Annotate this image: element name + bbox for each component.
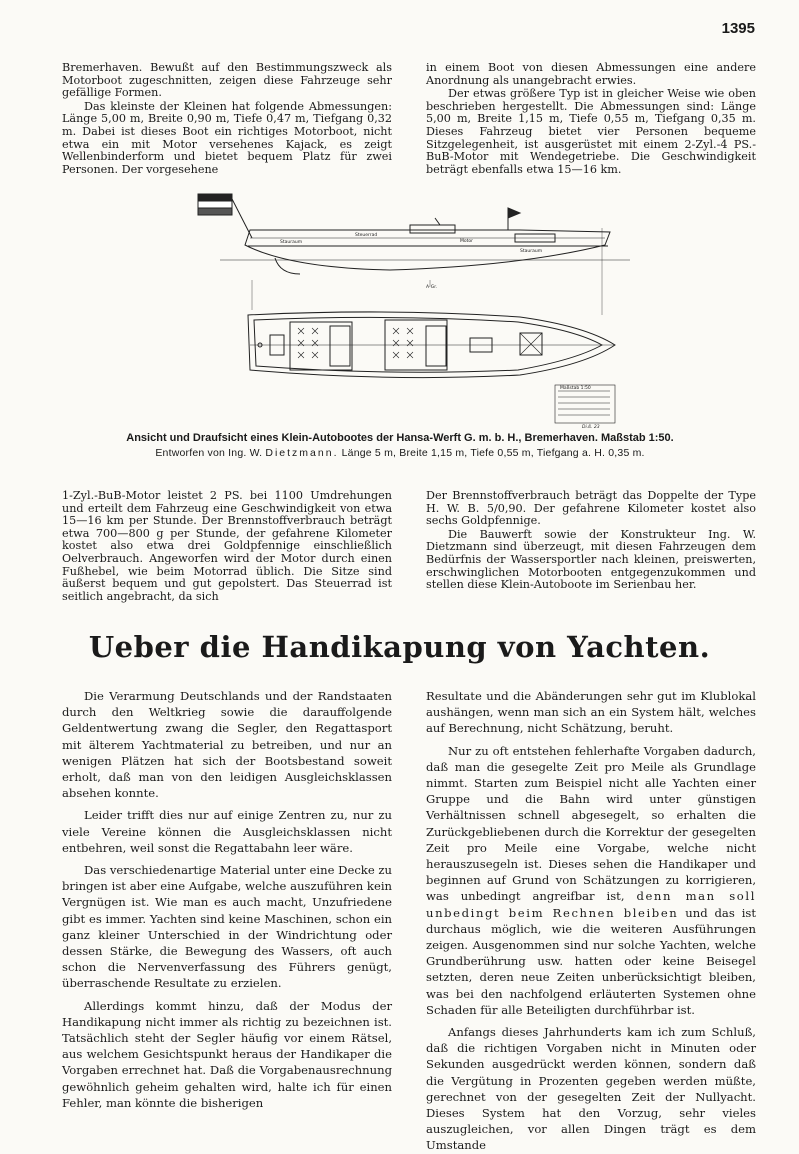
paragraph: Anfangs dieses Jahrhunderts kam ich zum Schluß, daß die richtigen Vorgaben nicht in Minuten oder Sekunden ausgedrückt werden können, sondern daß die Vergütung in Prozenten gegeben werden müßte, gerechnet von der gesegelten Zeit der Nullyacht. Dieses System hat den Vorzug, sehr vieles auszugleichen, vor allen Dingen trägt es dem Umstande (426, 1025, 756, 1153)
emphasized-text: denn man soll unbedingt beim Rechnen bleiben (426, 889, 757, 920)
seat-back (330, 326, 350, 366)
seat-back (426, 326, 446, 366)
paragraph: Das kleinste der Kleinen hat folgende Abmessungen: Länge 5,00 m, Breite 0,90 m, Tiefe 0,47 m, Tiefgang 0,32 m. Dabei ist dieses Boot ein richtiges Motorboot, nicht etwa ein mit Motor versehenes Kajack, es zeigt Wellenbinderform und bietet bequem Platz für zwei Personen. Der vorgesehene (62, 99, 392, 176)
text-run: und das ist durchaus möglich, wie die weiteren Ausführungen zeigen. Ausgenommen sind nur solche Yachten, welche Grundberührung usw. hatten oder keine Beisegel setzten, deren neue Zeiten unberücksichtigt bleiben, was bei den nachfolgend erläuterten Systemen ohne Schaden für alle Beteiligten durchführbar ist. (426, 905, 757, 1017)
text-run: Nur zu oft entstehen fehlerhafte Vorgaben dadurch, daß man die gesegelte Zeit pro Meile als Grundlage nimmt. Starten zum Beispiel nicht alle Yachten einer Gruppe und die Bahn wird unter günstigen Verhältnissen schnell abgesegelt, so erhalten die Zurückgebliebenen durch die Korrektur der gesegelten Zeit pro Meile eine Vorgabe, welche nicht herauszusegeln ist. Dieses sehen die Handikaper und beginnen auf Grund von Schätzungen zu korrigieren, was unbedingt angreifbar ist, (426, 743, 756, 904)
figure-caption: Ansicht und Draufsicht eines Klein-Autobootes der Hansa-Werft G. m. b. H., Bremerhaven. Maßstab 1:50. (126, 432, 674, 444)
top-right-column (426, 62, 756, 176)
rudder (275, 258, 300, 274)
boat-drawing-svg (190, 190, 630, 430)
paragraph: Leider trifft dies nur auf einige Zentren zu, nur zu viele Vereine können die Ausgleichsklassen nicht entbehren, weil sonst die Regattabahn leer wäre. (62, 808, 392, 855)
figure-label: Steuerrad (355, 233, 378, 238)
steering-wheel (435, 218, 440, 225)
paragraph: Der etwas größere Typ ist in gleicher Weise wie oben beschrieben hergestellt. Die Abmessungen sind: Länge 5,00 m, Breite 1,15 m, Tiefe 0,55 m, Tiefgang 0,35 m. Dieses Fahrzeug bietet vier Personen bequeme Sitzgelegenheit, ist ausgerüstet mit einem 2-Zyl.-4 PS.-BuB-Motor mit Wendegetriebe. Die Geschwindigkeit beträgt ebenfalls etwa 15—16 km. (426, 87, 756, 176)
paragraph: 1-Zyl.-BuB-Motor leistet 2 PS. bei 1100 Umdrehungen und erteilt dem Fahrzeug eine Geschwindigkeit von etwa 15—16 km per Stunde. Der Brennstoffverbrauch beträgt etwa 700—800 g per Stunde, der gefahrene Kilometer kostet also etwa drei Goldpfennige einschließlich Oelverbrauch. Angeworfen wird der Motor durch einen Fußhebel, wie beim Motorrad üblich. Die Sitze sind äußerst bequem und gut gepolstert. Das Steuerrad ist seitlich angebracht, da sich (62, 489, 392, 603)
scale-table-lines (558, 391, 610, 415)
mid-left-column (62, 490, 392, 603)
seat-cushions (298, 328, 413, 358)
figure-subcaption (60, 447, 740, 459)
drawing-signature: Di.ß. 23 (582, 425, 600, 430)
scale-table-title: Maßstab 1:50 (560, 386, 591, 391)
page-number: 1395 (721, 20, 755, 37)
paragraph: Der Brennstoffverbrauch beträgt das Doppelte der Type H. W. B. 5/0,90. Der gefahrene Kilometer kostet also sechs Goldpfennige. (426, 489, 756, 528)
paragraph: Resultate und die Abänderungen sehr gut im Klublokal aushängen, wenn man sich an ein System hält, welches auf Berechnung, nicht Schätzung, beruht. (426, 689, 756, 736)
flag-stripe-white (198, 201, 232, 208)
caption-designer-name: Dietzmann. (265, 447, 339, 459)
flag-stripe-dark (198, 208, 232, 215)
fuel-tank-cross (520, 333, 542, 355)
paragraph: Allerdings kommt hinzu, daß der Modus der Handikapung nicht immer als richtig zu bezeichnen ist. Tatsächlich steht der Segler häufig vor einem Rätsel, aus welchem Gesichtspunkt heraus der Handikaper die Vorgaben errechnet hat. Daß die Vorgabenausrechnung gewöhnlich geheim gehalten wird, halte ich für einen Fehler, man könnte die bisherigen (62, 998, 392, 1110)
article-right-column (426, 688, 756, 1154)
paragraph (426, 743, 756, 1018)
boat-drawing (190, 190, 630, 430)
article-headline: Ueber die Handikapung von Yachten. (88, 630, 711, 664)
top-left-column (62, 62, 392, 176)
paragraph: Das verschiedenartige Material unter eine Decke zu bringen ist aber eine Aufgabe, welche auszuführen kein Vergnügen ist. Wie man es auch macht, Unzufriedene gibt es immer. Yachten sind keine Maschinen, schon ein ganz kleiner Unterschied in der Windrichtung oder dessen Stärke, die Bewegung des Wassers, oft auch schon die Nervenverfassung des Führers genügt, überraschende Resultate zu erzielen. (62, 863, 392, 991)
flagstaff (230, 195, 252, 238)
bow-pennant (508, 208, 520, 218)
paragraph: Die Bauwerft sowie der Konstrukteur Ing. W. Dietzmann sind überzeugt, mit diesen Fahrzeugen dem Bedürfnis der Wassersportler nach kleinen, preiswerten, erschwinglichen Motorbooten entgegenzukommen und stellen diese Klein-Autoboote im Serienbau her. (426, 527, 756, 592)
paragraph: Die Verarmung Deutschlands und der Randstaaten durch den Weltkrieg sowie die darauffolgende Geldentwertung zwang die Segler, den Regattasport mit älterem Yachtmaterial zu betreiben, und nur an wenigen Plätzen hat sich der Bootsbestand soweit erholt, daß man von den leidigen Ausgleichsklassen absehen konnte. (62, 689, 392, 801)
article-left-column (62, 688, 392, 1111)
caption-dimensions: Länge 5 m, Breite 1,15 m, Tiefe 0,55 m, Tiefgang a. H. 0,35 m. (341, 447, 645, 459)
windshield (410, 225, 455, 233)
paragraph: Bremerhaven. Bewußt auf den Bestimmungszweck als Motorboot zugeschnitten, zeigen diese Fahrzeuge sehr gefällige Formen. (62, 61, 392, 100)
mid-right-column (426, 490, 756, 592)
figure-label: Stauraum (280, 240, 303, 245)
figure-label: A-Gr. (426, 285, 438, 290)
caption-designer-prefix: Entworfen von Ing. W. (155, 447, 263, 459)
figure-label: Stauraum (520, 249, 543, 254)
flag-stripe-black (198, 194, 232, 201)
figure-label: Motor (460, 239, 474, 244)
paragraph: in einem Boot von diesen Abmessungen eine andere Anordnung als unangebracht erwies. (426, 61, 756, 87)
